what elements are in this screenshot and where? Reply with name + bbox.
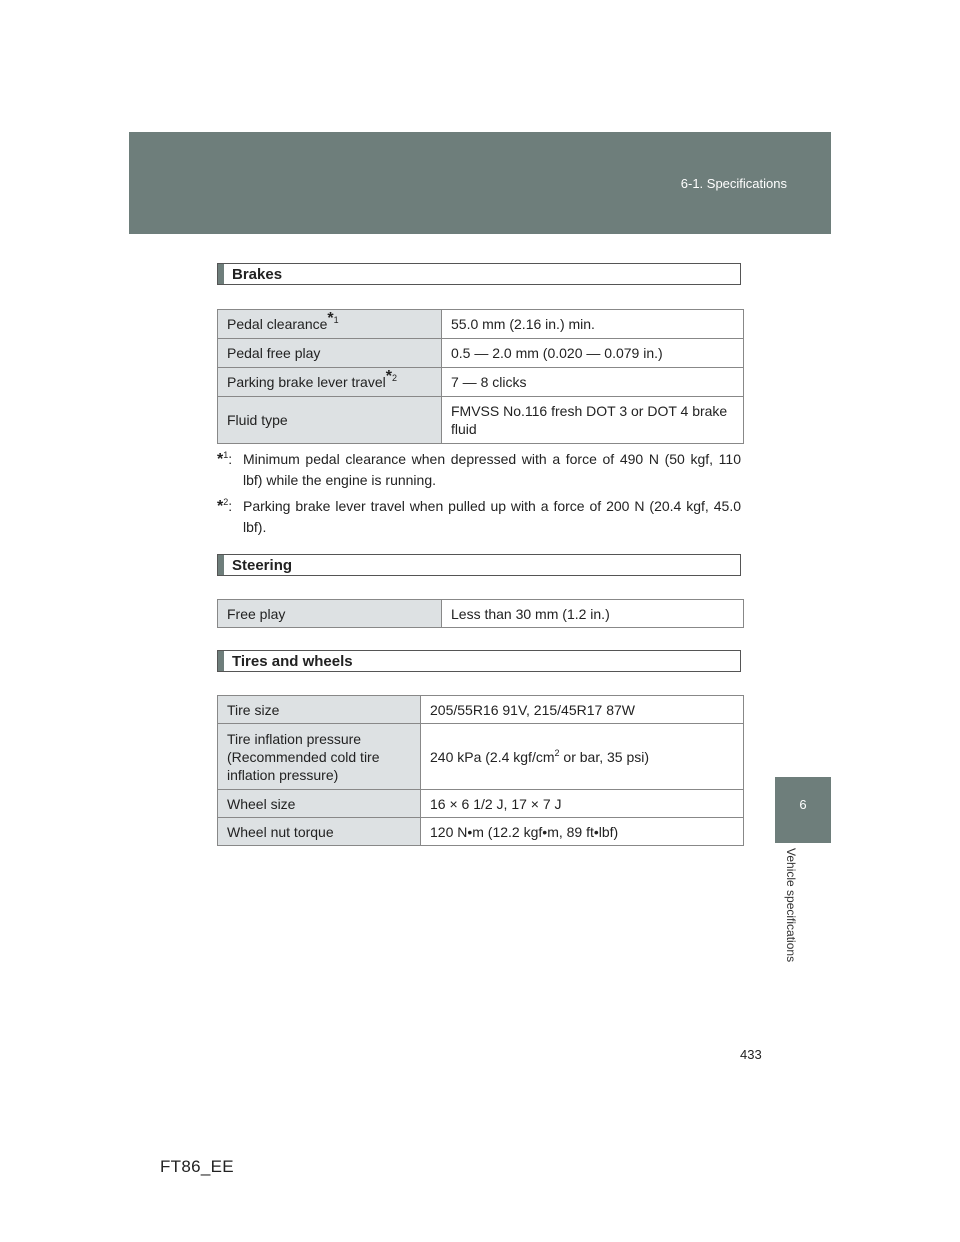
brakes-title: Brakes bbox=[232, 266, 283, 283]
tires-title: Tires and wheels bbox=[232, 653, 353, 670]
spec-label: Tire size bbox=[218, 696, 421, 724]
tires-heading bbox=[217, 650, 741, 672]
table-row bbox=[218, 724, 744, 790]
footnote bbox=[217, 449, 741, 491]
table-row bbox=[218, 310, 744, 339]
chapter-label bbox=[783, 848, 799, 988]
heading-bar bbox=[218, 651, 224, 671]
spec-value: 16 × 6 1/2 J, 17 × 7 J bbox=[421, 790, 744, 818]
table-row bbox=[218, 397, 744, 444]
brakes-heading bbox=[217, 263, 741, 285]
table-row bbox=[218, 368, 744, 397]
spec-value: 120 N•m (12.2 kgf•m, 89 ft•lbf) bbox=[421, 818, 744, 846]
steering-heading bbox=[217, 554, 741, 576]
footer-code: FT86_EE bbox=[160, 1157, 234, 1176]
brakes-footnotes bbox=[217, 449, 741, 543]
footnote-mark: *$^2$: bbox=[217, 497, 233, 515]
spec-value: 55.0 mm (2.16 in.) min. bbox=[442, 310, 744, 339]
footnote-text: Minimum pedal clearance when depressed with a force of 490 N (50 kgf, 110 lbf) while the engine is running. bbox=[243, 451, 741, 488]
table-row bbox=[218, 696, 744, 724]
spec-value: 205/55R16 91V, 215/45R17 87W bbox=[421, 696, 744, 724]
steering-table bbox=[217, 599, 744, 628]
spec-label: Pedal clearance$^{*1}$ bbox=[218, 310, 442, 339]
footnote-ref: *2 bbox=[385, 368, 397, 385]
table-row bbox=[218, 339, 744, 368]
steering-title: Steering bbox=[232, 557, 293, 574]
spec-value: 240 kPa (2.4 kgf/$cm^2$ or bar, 35 psi) bbox=[421, 724, 744, 790]
spec-value: 7 — 8 clicks bbox=[442, 368, 744, 397]
page-number: 433 bbox=[740, 1047, 762, 1062]
spec-value: Less than 30 mm (1.2 in.) bbox=[442, 600, 744, 628]
spec-label: Wheel nut torque bbox=[218, 818, 421, 846]
spec-label: Wheel size bbox=[218, 790, 421, 818]
heading-bar bbox=[218, 264, 224, 284]
footnote-mark: *$^1$: bbox=[217, 450, 233, 468]
spec-value: 0.5 — 2.0 mm (0.020 — 0.079 in.) bbox=[442, 339, 744, 368]
footnote-text: Parking brake lever travel when pulled up with a force of 200 N (20.4 kgf, 45.0 lbf). bbox=[243, 498, 741, 535]
spec-label: Free play bbox=[218, 600, 442, 628]
chapter-tab[interactable] bbox=[775, 777, 831, 843]
footnote bbox=[217, 496, 741, 538]
spec-label: Fluid type bbox=[218, 397, 442, 444]
tires-table bbox=[217, 695, 744, 846]
chapter-number: 6 bbox=[799, 797, 807, 812]
spec-label: Parking brake lever travel$^{*2}$ bbox=[218, 368, 442, 397]
spec-label: Tire inflation pressure (Recommended cold tire inflation pressure) bbox=[218, 724, 421, 790]
heading-bar bbox=[218, 555, 224, 575]
section-title: 6-1. Specifications bbox=[680, 176, 787, 191]
footnote-ref: *1 bbox=[327, 310, 339, 327]
table-row bbox=[218, 818, 744, 846]
table-row bbox=[218, 790, 744, 818]
brakes-table bbox=[217, 309, 744, 444]
spec-value: FMVSS No.116 fresh DOT 3 or DOT 4 brake fluid bbox=[442, 397, 744, 444]
spec-label: Pedal free play bbox=[218, 339, 442, 368]
table-row bbox=[218, 600, 744, 628]
chapter-label-text: Vehicle specifications bbox=[784, 848, 798, 963]
header-band bbox=[129, 132, 831, 234]
